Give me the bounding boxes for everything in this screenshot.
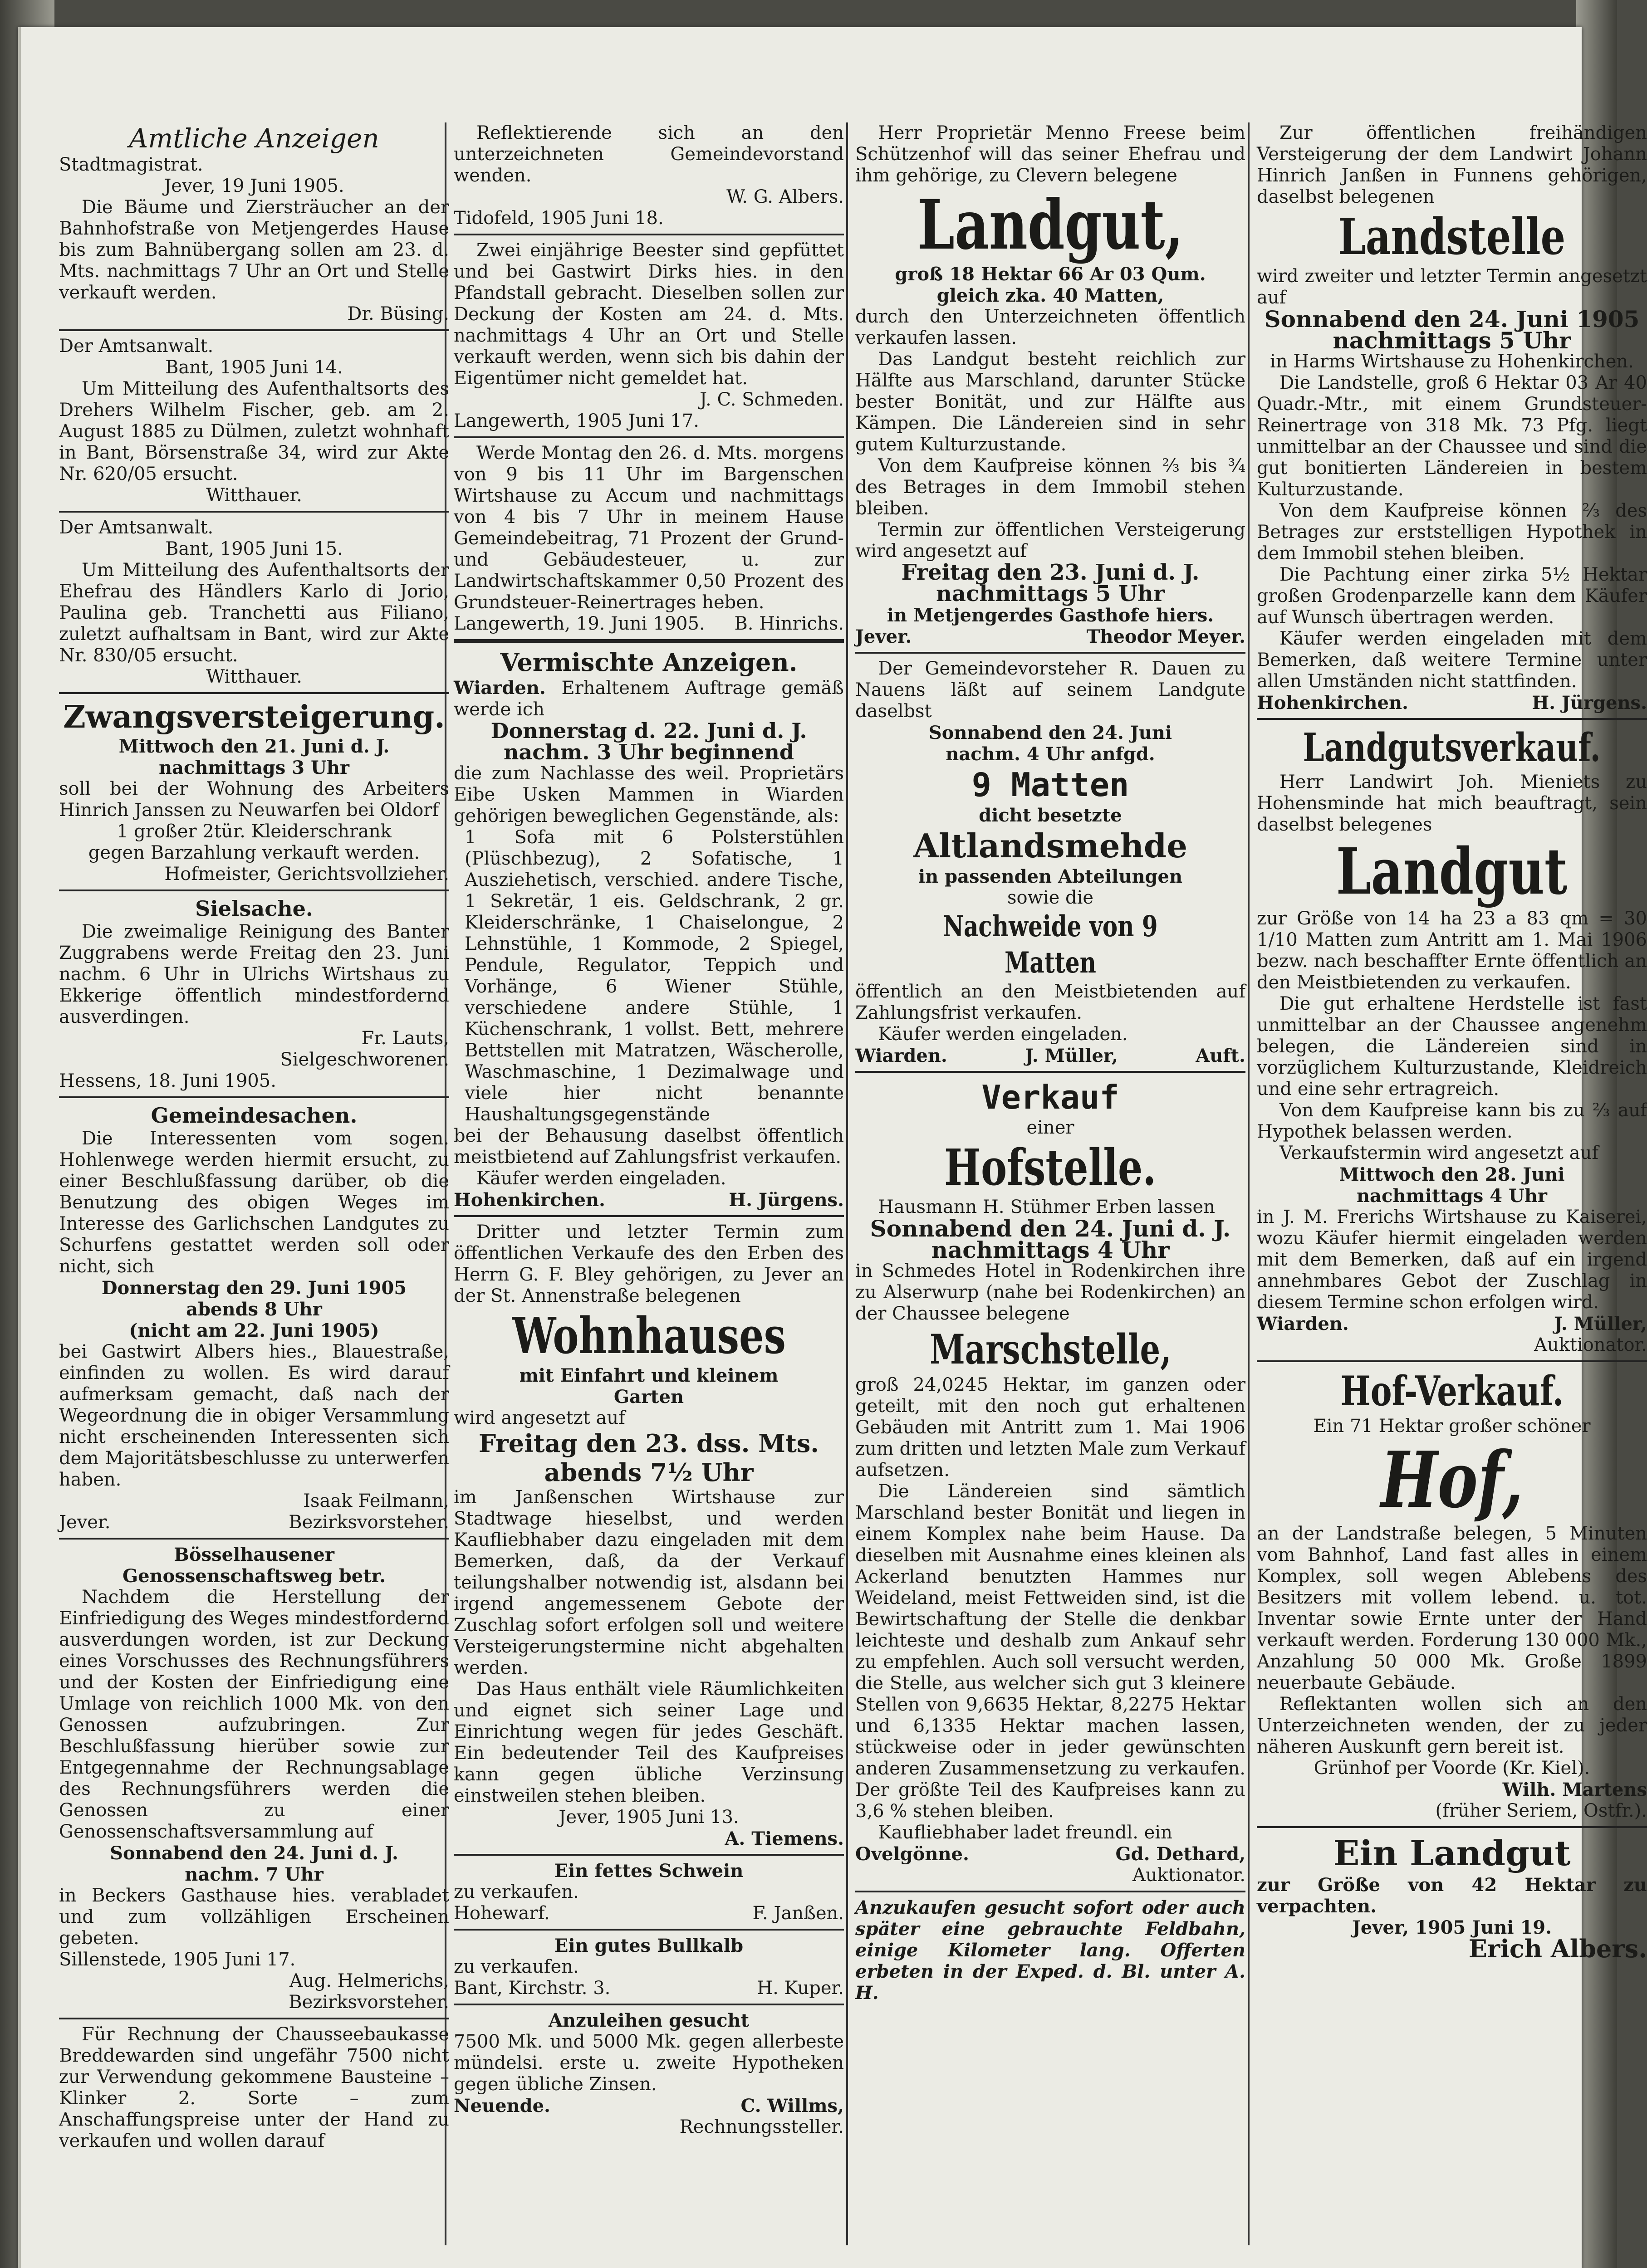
notice-signature: Witthauer. — [206, 666, 302, 687]
notice-signature: Hofmeister, Gerichtsvollzieher. — [164, 864, 449, 885]
notice-when: Sonnabend den 24. Juni — [928, 722, 1172, 743]
notice-date: Jever, 19 Juni 1905. — [164, 176, 344, 196]
notice-headline — [1257, 1437, 1647, 1523]
divider — [855, 652, 1245, 654]
notice-headline-text: Landgut, — [917, 185, 1184, 265]
notice-headline-text: Marschstelle, — [929, 1325, 1172, 1374]
notice-signature: A. Tiemens. — [725, 1828, 844, 1849]
notice-signature: Isaak Feilmann, — [303, 1491, 449, 1511]
notice-size: gleich zka. 40 Matten, — [936, 285, 1164, 306]
notice-signature-title: Auft. — [1196, 1045, 1245, 1066]
notice-headline-text: Hof, — [1380, 1435, 1524, 1525]
notice-text: bei Gastwirt Albers hies., Blauestraße, einfinden zu wollen. Es wird darauf aufmerksam gemacht, daß nach der Wegeordnung die in obiger Versammlung nicht erscheinenden Interessenten sich dem Majoritätsbeschlusse zu unterwerfen haben. — [59, 1341, 449, 1490]
notice-text: Ein 71 Hektar großer schöner — [1313, 1416, 1591, 1437]
notice-text: in J. M. Frerichs Wirtshause zu Kaiserei, wozu Käufer hiermit eingeladen werden mit dem Bemerken, daß auf ein irgend annehmbares Gebot der Zuschlag in diesem Termine schon erfolgen wird. — [1257, 1207, 1647, 1313]
notice-text: Die Bäume und Ziersträucher an der Bahnhofstraße von Metjengerdes Hause bis zum Bahnübergang sollen am 23. d. Mts. nachmittags 7 Uhr an Ort und Stelle verkauft werden. — [59, 197, 449, 303]
column-2 — [454, 122, 844, 2254]
section-heading: Amtliche Anzeigen — [129, 123, 379, 154]
notice-when: nachmittags 4 Uhr — [931, 1237, 1170, 1263]
notice-when: nachmittags 5 Uhr — [1333, 327, 1571, 354]
notice-text: Von dem Kaufpreise können ⅔ bis ¾ des Betrages in dem Immobil stehen bleiben. — [855, 455, 1245, 519]
notice-signature: B. Hinrichs. — [734, 613, 844, 634]
column-1 — [59, 122, 449, 2254]
notice-text: Verkaufstermin wird angesetzt auf — [1279, 1143, 1599, 1163]
notice-text: Das Haus enthält viele Räumlichkeiten und eignet sich seiner Lage und Einrichtung wegen für jedes Geschäft. Ein bedeutender Teil des Kaufpreises kann gegen übliche Verzinsung einstweilen stehen bleiben. — [454, 1679, 844, 1806]
notice-text: Dritter und letzter Termin zum öffentlichen Verkaufe des den Erben des Herrn G. F. Bley gehörigen, zu Jever an der St. Annenstraße belegenen — [454, 1222, 844, 1306]
notice-signature: H. Jürgens. — [1532, 692, 1647, 714]
notice-text: bei der Behausung daselbst öffentlich meistbietend auf Zahlungsfrist verkaufen. — [454, 1125, 844, 1168]
divider — [1257, 1826, 1647, 1828]
notice-text: Zwei einjährige Beester sind gepfüttet und bei Gastwirt Dirks hies. in den Pfandstall gebracht. Dieselben sollen zur Deckung der Kosten am 24. d. Mts. nachmittags 4 Uhr an Ort und Stelle verkauft werden, wenn sich bis dahin der Eigentümer nicht gemeldet hat. — [454, 240, 844, 389]
notice-text: Reflektierende sich an den unterzeichneten Gemeindevorstand wenden. — [454, 122, 844, 186]
notice-text: Nachdem die Herstellung der Einfriedigung des Weges mindestfordernd ausverdungen worden, ist zur Deckung eines Vorschusses des Rechnungsführers und der Kosten der Einfriedigung eine Umlage von reichlich 1000 Mk. von den Genossen aufzubringen. Zur Beschlußfassung hierüber sowie zur Entgegennahme der Rechnungsablage des Rechnungsführers werden die Genossen zu einer Genossenschaftsversammlung auf — [59, 1587, 449, 1842]
divider — [855, 1071, 1245, 1073]
column-3 — [855, 122, 1245, 2254]
notice-signature: J. Müller, — [1025, 1045, 1118, 1066]
notice-subhead: in passenden Abteilungen — [918, 866, 1183, 887]
notice-place: Hohewarf. — [454, 1903, 550, 1924]
notice-signature: H. Kuper. — [757, 1978, 844, 1999]
notice-subhead: einer — [1026, 1117, 1074, 1138]
notice-when: Donnerstag den 29. Juni 1905 — [101, 1277, 407, 1299]
notice-place: Wiarden. — [1257, 1313, 1349, 1334]
notice-signature: Erich Albers. — [1468, 1934, 1647, 1963]
notice-place: Ovelgönne. — [855, 1843, 969, 1865]
notice-signature-title: (früher Seriem, Ostfr.). — [1435, 1800, 1647, 1821]
notice-heading: Sielsache. — [195, 896, 313, 921]
notice-text: Um Mitteilung des Aufenthaltsorts der Ehefrau des Händlers Karlo di Jorio, Paulina geb. Tranchetti aus Filiano, zuletzt aufhaltsam in Bant, wird zur Akte Nr. 830/05 ersucht. — [59, 560, 449, 666]
notice-text: Um Mitteilung des Aufenthaltsorts des Drehers Wilhelm Fischer, geb. am 2. August 1885 zu Dülmen, zuletzt wohnhaft in Bant, Börsenstraße 34, wird zur Akte Nr. 620/05 ersucht. — [59, 378, 449, 484]
notice-signature: W. G. Albers. — [726, 186, 844, 207]
notice-headline — [855, 186, 1245, 264]
divider — [59, 2018, 449, 2019]
notice-text: Käufer werden eingeladen. — [476, 1168, 726, 1189]
notice-text: Erhaltenem Auftrage gemäß werde ich — [454, 678, 844, 720]
notice-text: die zum Nachlasse des weil. Proprietärs Eibe Usken Mammen in Wiarden gehörigen beweglichen Gegenstände, als: — [454, 763, 844, 826]
notice-headline: Altlandsmehde — [913, 826, 1188, 865]
notice-text: Die Pachtung einer zirka 5½ Hektar großen Grodenparzelle kann dem Käufer auf Wunsch übertragen werden. — [1257, 564, 1647, 628]
notice-headline-text: Hofstelle. — [944, 1138, 1157, 1197]
notice-headline-text: Wohnhauses — [512, 1306, 786, 1365]
notice-place: Hohenkirchen. — [1257, 692, 1408, 714]
notice-when: in Harms Wirtshause zu Hohenkirchen. — [1270, 351, 1634, 372]
notice-when: nachm. 3 Uhr beginnend — [503, 740, 794, 764]
column-4 — [1257, 122, 1647, 2254]
notice-headline-text: Landgutsverkauf. — [1303, 725, 1601, 771]
notice-org: Der Amtsanwalt. — [59, 517, 214, 538]
notice-signature: Gd. Dethard, — [1115, 1843, 1245, 1865]
notice-heading: Gemeindesachen. — [151, 1103, 358, 1128]
notice-when: Sonnabend den 24. Juni d. J. — [110, 1843, 398, 1864]
notice-when: (nicht am 22. Juni 1905) — [129, 1320, 379, 1341]
notice-place: Hohenkirchen. — [454, 1189, 605, 1211]
notice-text: zu verkaufen. — [454, 1956, 579, 1977]
notice-text: Anzukaufen gesucht sofort oder auch später eine gebrauchte Feldbahn, einige Kilometer lang. Offerten erbeten in der Exped. d. Bl. unter A. H. — [855, 1897, 1245, 2004]
notice-text: Werde Montag den 26. d. Mts. morgens von 9 bis 11 Uhr im Bargenschen Wirtshause zu Accum und nachmittags von 4 bis 7 Uhr in meinem Hause Gemeindebeitrag, 71 Prozent der Grund- und Gebäudesteuer, u. zur Landwirtschaftskammer 0,50 Prozent des Grundsteuer-Reinertrages heben. — [454, 443, 844, 613]
notice-text: Käufer werden eingeladen. — [878, 1024, 1128, 1045]
notice-signature: F. Janßen. — [752, 1903, 844, 1924]
notice-headline — [1257, 1367, 1647, 1416]
notice-text: Hausmann H. Stühmer Erben lassen — [878, 1197, 1215, 1217]
notice-headline — [855, 909, 1245, 981]
notice-signature: H. Jürgens. — [729, 1189, 844, 1211]
notice-headline-text: Landgut — [1336, 835, 1568, 909]
notice-heading: Ein gutes Bullkalb — [554, 1935, 744, 1956]
notice-text: Herr Proprietär Menno Freese beim Schützenhof will das seiner Ehefrau und ihm gehörige, zu Clevern belegene — [855, 122, 1245, 186]
notice-subhead: sowie die — [1007, 887, 1094, 908]
notice-headline — [454, 1307, 844, 1365]
divider — [454, 1215, 844, 1217]
notice-text: groß 24,0245 Hektar, im ganzen oder geteilt, mit den noch gut erhaltenen Gebäuden mit Antritt zum 1. Mai 1906 zum dritten und letzten Male zum Verkauf aufsetzen. — [855, 1374, 1245, 1481]
section-heading: Vermischte Anzeigen. — [500, 648, 798, 677]
divider — [454, 639, 844, 643]
notice-date: Bant, 1905 Juni 14. — [165, 357, 343, 378]
notice-date: Jever, 1905 Juni 19. — [1352, 1917, 1552, 1938]
notice-when: abends 7½ Uhr — [544, 1458, 754, 1487]
notice-signature: Aug. Helmerichs, — [289, 1970, 449, 1991]
notice-text: Zur öffentlichen freihändigen Versteigerung der dem Landwirt Johann Hinrich Janßen in Funnens gehörigen, daselbst belegenen — [1257, 122, 1647, 207]
notice-when: nachm. 7 Uhr — [185, 1864, 324, 1885]
notice-text: in Beckers Gasthause hies. verabladet und zum vollzähligen Erscheinen gebeten. — [59, 1885, 449, 1949]
notice-heading: Bösselhausener — [174, 1544, 334, 1565]
notice-text: Käufer werden eingeladen mit dem Bemerken, daß weitere Termine unter allen Umständen nicht stattfinden. — [1257, 628, 1647, 692]
notice-text: Das Landgut besteht reichlich zur Hälfte aus Marschland, darunter Stücke bester Bonität, und zur Hälfte aus Kämpen. Die Ländereien sind in sehr gutem Kulturzustande. — [855, 349, 1245, 455]
divider — [454, 1929, 844, 1931]
notice-signature-title: Bezirksvorsteher. — [289, 1512, 449, 1533]
notice-text: Für Rechnung der Chausseebaukasse Breddewarden sind ungefähr 7500 nicht zur Verwendung gekommene Bausteine – Klinker 2. Sorte – zum Anschaffungspreise unter der Hand zu verkaufen und wollen darauf — [59, 2024, 449, 2151]
notice-when: Mittwoch den 21. Juni d. J. — [118, 736, 390, 757]
notice-signature: Dr. Büsing. — [347, 303, 449, 324]
notice-subhead: dicht besetzte — [979, 805, 1122, 826]
notice-date: Hessens, 18. Juni 1905. — [59, 1070, 276, 1091]
notice-signature: J. C. Schmeden. — [700, 389, 844, 410]
notice-text: Die Landstelle, groß 6 Hektar 03 Ar 40 Quadr.-Mtr., mit einem Grundsteuer-Reinertrage von 318 Mk. 73 Pfg. liegt unmittelbar an der Chaussee und sind die gut bonitierten Ländereien in bestem Kulturzustande. — [1257, 372, 1647, 500]
notice-when: Donnerstag d. 22. Juni d. J. — [490, 719, 807, 743]
notice-date: Sillenstede, 1905 Juni 17. — [59, 1949, 296, 1970]
notice-headline — [1257, 836, 1647, 908]
notice-date: Jever, 1905 Juni 13. — [559, 1807, 739, 1828]
notice-text: gegen Barzahlung verkauft werden. — [88, 842, 420, 863]
notice-signature: Witthauer. — [206, 485, 302, 506]
notice-items: 1 Sofa mit 6 Polsterstühlen (Plüschbezug), 2 Sofatische, 1 Ausziehetisch, verschied. andere Tische, 1 Sekretär, 1 eis. Geldschrank, 2 gr. Kleiderschränke, 1 Chaiselongue, 2 Lehnstühle, 1 Kommode, 2 Spiegel, Pendule, Regulator, Teppich und Vorhänge, 6 Wiener Stühle, verschiedene andere Stühle, 1 Küchenschrank, 1 vollst. Bett, mehrere Bettstellen mit Matratzen, Wäscherolle, Waschmaschine, 1 Dezimalwage und viele hier nicht benannte Haushaltungsgegenstände — [465, 827, 844, 1125]
notice-headline-text: Nachweide von 9 Matten — [943, 909, 1158, 980]
notice-when: abends 8 Uhr — [186, 1299, 322, 1320]
notice-item: 1 großer 2tür. Kleiderschrank — [117, 821, 392, 842]
notice-heading: Zwangsversteigerung. — [63, 699, 445, 735]
notice-org: Der Amtsanwalt. — [59, 336, 214, 357]
divider — [59, 1096, 449, 1098]
notice-signature: Theodor Meyer. — [1086, 626, 1245, 647]
notice-text: öffentlich an den Meistbietenden auf Zahlungsfrist verkaufen. — [855, 981, 1245, 1023]
divider — [1257, 718, 1647, 720]
notice-text: Kaufliebhaber ladet freundl. ein — [878, 1822, 1172, 1843]
notice-heading: Ein fettes Schwein — [554, 1860, 744, 1882]
notice-text: Die Ländereien sind sämtlich Marschland bester Bonität und liegen in einem Komplex nahe beim Hause. Da dieselben mit Ausnahme eines kleinen als Ackerland benutzten Hammes nur Weideland, meist Fettweiden sind, ist die Bewirtschaftung der Stelle die denkbar leichteste und deshalb zum Ankauf sehr zu empfehlen. Auch soll versucht werden, die Stelle, aus welcher sich gut 3 kleinere Stellen von 9,6635 Hektar, 8,2275 Hektar und 6,1335 Hektar machen lassen, stückweise oder in jeder gewünschten anderen Zusammensetzung zu verkaufen. Der größte Teil des Kaufpreises kann zu 3,6 % stehen bleiben. — [855, 1481, 1245, 1822]
divider — [59, 692, 449, 694]
notice-headline-text: Landstelle — [1338, 207, 1566, 266]
notice-headline: 9 Matten — [971, 766, 1129, 804]
notice-heading: Anzuleihen gesucht — [548, 2010, 750, 2031]
notice-text: Herr Landwirt Joh. Mieniets zu Hohensminde hat mich beauftragt, sein daselbst belegenes — [1257, 772, 1647, 835]
notice-place: Grünhof per Voorde (Kr. Kiel). — [1314, 1758, 1590, 1779]
notice-text: zu verkaufen. — [454, 1882, 579, 1902]
notice-text: an der Landstraße belegen, 5 Minuten vom Bahnhof, Land fast alles in einem Komplex, soll wegen Ablebens des Besitzers mit vollem lebend. u. tot. Inventar sowie Ernte unter der Hand verkauft werden. Forderung 130 000 Mk., Anzahlung 50 000 Mk. Große 1899 neuerbaute Gebäude. — [1257, 1523, 1647, 1693]
notice-text: Die Interessenten vom sogen. Hohlenwege werden hiermit ersucht, zu einer Beschlußfassung darüber, ob die Benutzung des obigen Weges im Interesse des Garlichschen Landgutes zu Schurfens gestattet werden soll oder nicht, sich — [59, 1128, 449, 1277]
notice-text: Die zweimalige Reinigung des Banter Zuggrabens werde Freitag den 23. Juni nachm. 6 Uhr in Ulrichs Wirtshaus zu Ekkerige öffentlich mindestfordernd ausverdingen. — [59, 921, 449, 1027]
notice-date: Tidofeld, 1905 Juni 18. — [454, 208, 664, 229]
notice-headline — [855, 1325, 1245, 1374]
notice-place: Bant, Kirchstr. 3. — [454, 1978, 611, 1999]
divider — [59, 1538, 449, 1540]
notice-signature-title: Rechnungssteller. — [679, 2116, 844, 2137]
notice-signature-title: Sielgeschworener. — [280, 1049, 449, 1070]
notice-text: 7500 Mk. und 5000 Mk. gegen allerbeste mündelsi. erste u. zweite Hypotheken gegen übliche Zinsen. — [454, 2031, 844, 2095]
divider — [454, 234, 844, 235]
notice-text: zur Größe von 14 ha 23 a 83 qm = 30 1/10 Matten zum Antritt am 1. Mai 1906 bezw. nach beschaffter Ernte öffentlich an den Meistbietenden zu verkaufen. — [1257, 908, 1647, 993]
divider — [454, 1854, 844, 1856]
notice-place: Wiarden. — [855, 1045, 947, 1066]
notice-date: Bant, 1905 Juni 15. — [165, 538, 343, 559]
notice-place: Neuende. — [454, 2095, 550, 2116]
notice-signature: Fr. Lauts, — [361, 1028, 449, 1049]
notice-text: in Schmedes Hotel in Rodenkirchen ihre zu Alserwurp (nahe bei Rodenkirchen) an der Chaussee belegene — [855, 1261, 1245, 1324]
notice-when: Sonnabend den 24. Juni d. J. — [870, 1215, 1231, 1242]
divider — [1257, 1360, 1647, 1362]
notice-text: im Janßenschen Wirtshause zur Stadtwage hieselbst, und werden Kaufliebhaber dazu eingeladen mit dem Bemerken, daß, da der Verkauf teilungshalber notwendig ist, alsdann bei irgend angemessenem Gebote der Zuschlag sofort erfolgen soll und weitere Versteigerungstermine nicht abgehalten werden. — [454, 1487, 844, 1678]
notice-signature-title: Auktionator. — [1534, 1334, 1647, 1355]
notice-text: Von dem Kaufpreise kann bis zu ⅔ auf Hypothek belassen werden. — [1257, 1100, 1647, 1142]
notice-when: nachm. 4 Uhr anfgd. — [946, 743, 1155, 765]
column-rule — [846, 122, 848, 2245]
notice-size: groß 18 Hektar 66 Ar 03 Qum. — [895, 264, 1206, 285]
notice-signature: Wilh. Martens — [1502, 1779, 1647, 1800]
notice-subhead: Garten — [613, 1386, 684, 1408]
divider — [59, 511, 449, 513]
notice-text: Termin zur öffentlichen Versteigerung wird angesetzt auf — [855, 519, 1245, 562]
notice-headline — [1257, 208, 1647, 266]
divider — [454, 436, 844, 438]
notice-signature: C. Willms, — [740, 2095, 844, 2116]
notice-place: Jever. — [855, 626, 912, 647]
notice-when: nachmittags 4 Uhr — [1356, 1185, 1548, 1207]
notice-headline — [855, 1139, 1245, 1197]
notice-date: Langewerth, 19. Juni 1905. — [454, 613, 705, 634]
notice-text: wird angesetzt auf — [454, 1408, 625, 1428]
divider — [59, 890, 449, 891]
notice-text: durch den Unterzeichneten öffentlich verkaufen lassen. — [855, 306, 1245, 348]
notice-when: nachmittags 3 Uhr — [158, 757, 350, 778]
notice-when: Freitag den 23. Juni d. J. — [901, 560, 1200, 585]
divider — [59, 329, 449, 331]
notice-signature-title: Bezirksvorsteher. — [289, 1992, 449, 2013]
notice-when: nachmittags 5 Uhr — [936, 581, 1165, 606]
notice-text: Von dem Kaufpreise können ⅔ des Betrages zur erststelligen Hypothek in dem Immobil stehen bleiben. — [1257, 500, 1647, 564]
notice-heading: Genossenschaftsweg betr. — [122, 1565, 386, 1587]
notice-when: Freitag den 23. dss. Mts. — [478, 1429, 819, 1458]
notice-text: Reflektanten wollen sich an den Unterzeichneten wenden, der zu jeder näheren Auskunft gern bereit ist. — [1257, 1694, 1647, 1757]
notice-signature-title: Auktionator. — [1132, 1865, 1245, 1886]
notice-text: Der Gemeindevorsteher R. Dauen zu Nauens läßt auf seinem Landgute daselbst — [855, 658, 1245, 722]
notice-headline: Verkauf — [981, 1078, 1119, 1116]
notice-headline: Ein Landgut — [1333, 1833, 1571, 1873]
divider — [855, 1891, 1245, 1892]
notice-text: soll bei der Wohnung des Arbeiters Hinrich Janssen zu Neuwarfen bei Oldorf — [59, 778, 449, 821]
notice-when: Sonnabend den 24. Juni 1905 — [1264, 306, 1640, 332]
notice-headline — [1257, 724, 1647, 772]
notice-text: zur Größe von 42 Hektar zu verpachten. — [1257, 1874, 1647, 1917]
notice-text: wird zweiter und letzter Termin angesetzt auf — [1257, 266, 1647, 308]
notice-when: in Metjengerdes Gasthofe hiers. — [887, 605, 1214, 626]
notice-place: Wiarden. — [454, 677, 546, 699]
divider — [454, 2004, 844, 2005]
notice-signature: J. Müller, — [1554, 1313, 1647, 1334]
notice-org: Stadtmagistrat. — [59, 154, 203, 175]
notice-place: Jever. — [59, 1512, 111, 1533]
notice-headline-text: Hof-Verkauf. — [1340, 1367, 1564, 1415]
notice-text: Die gut erhaltene Herdstelle ist fast unmittelbar an der Chaussee angenehm belegen, die Ländereien sind in vorzüglichem Kulturzustande, Kleidreich und eine sehr ertragreich. — [1257, 993, 1647, 1100]
column-rule — [1248, 122, 1250, 2245]
notice-date: Langewerth, 1905 Juni 17. — [454, 411, 699, 431]
notice-subhead: mit Einfahrt und kleinem — [519, 1365, 779, 1386]
notice-when: Mittwoch den 28. Juni — [1339, 1164, 1565, 1185]
